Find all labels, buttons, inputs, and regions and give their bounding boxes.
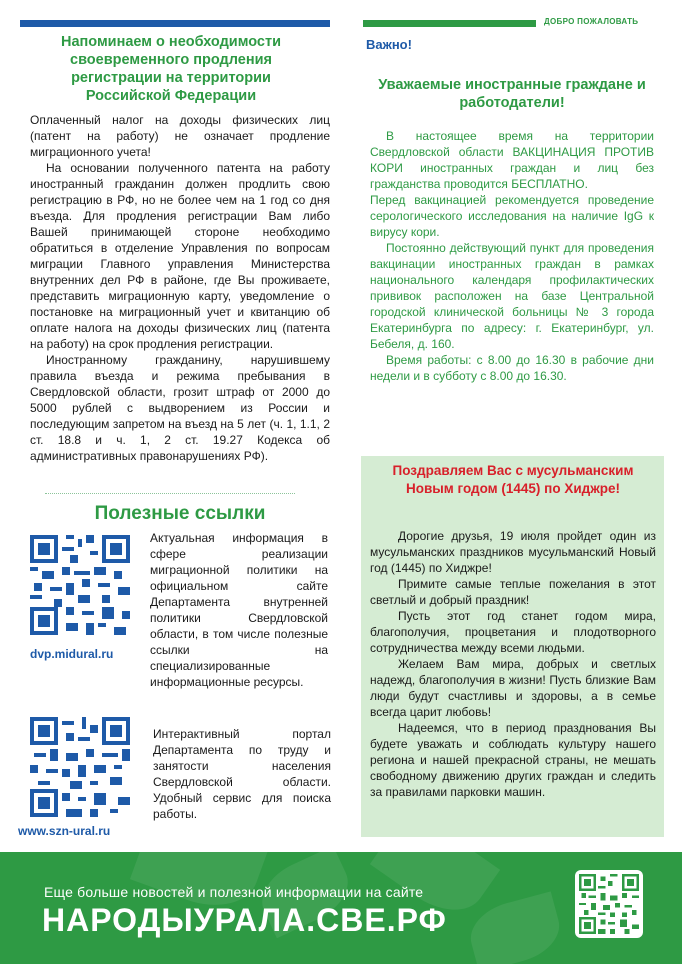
right-paragraph: В настоящее время на территории Свердловской области ВАКЦИНАЦИЯ ПРОТИВ КОРИ иностранных граждан и лиц без гражданства проводится БЕСПЛАТНО. [370, 129, 654, 191]
leaf-decoration [464, 891, 566, 964]
qr-code-icon [575, 870, 643, 938]
greeting-paragraph: Желаем Вам мира, добрых и светлых надежд, благополучия в жизни! Пусть близкие Вам люди будут счастливы и здоровы, а в семье всегда царит любовь! [370, 657, 656, 719]
left-paragraph: Иностранному гражданину, нарушившему правила въезда и режима пребывания в Свердловской области, грозит штраф от 2000 до 5000 рублей с выдворением из России и последующим запретом на въезд на 5 лет (ч. 1, 1.1, 2 ст. 18.8 и ч. 1, 2 ст. 19.27 Кодекса об административных правонарушениях РФ). [30, 353, 330, 463]
greeting-body [370, 528, 656, 800]
link-szn-ural[interactable]: www.szn-ural.ru [18, 824, 111, 838]
greeting-paragraph: Примите самые теплые пожелания в этот светлый и добрый праздник! [370, 577, 656, 607]
greeting-paragraph: Пусть этот год станет годом мира, благополучия, процветания и плодотворного сотрудничества между всеми людьми. [370, 609, 656, 655]
link-description: Актуальная информация в сфере реализации миграционной политики на официальном сайте Департамента внутренней политики Свердловской области, в том числе полезные ссылки на специализированные информационные ресурсы. [150, 531, 328, 689]
welcome-label: ДОБРО ПОЖАЛОВАТЬ [544, 17, 639, 26]
right-paragraph: Время работы: с 8.00 до 16.30 в рабочие дни недели и в субботу с 8.00 до 16.30. [370, 353, 654, 383]
right-paragraph: Постоянно действующий пункт для проведения вакцинации иностранных граждан в рамках национального календаря профилактических прививок расположен на базе Центральной городской клинической больницы № 3 города Екатеринбурга по адресу: г. Екатеринбург, ул. Бебеля, д. 160. [370, 241, 654, 351]
links-title: Полезные ссылки [94, 503, 266, 524]
left-paragraph: На основании полученного патента на работу иностранный гражданин должен продлить свою регистрацию в РФ, но не более чем на 1 год со дня въезда. Для продления регистрации Вам либо Вашей принимающей стороне необходимо обратиться в отделение Управления по вопросам миграции Главного управления Министерства внутренних дел РФ в районе, где Вы проживаете, представить миграционную карту, уведомление о постановке на миграционный учет и квитанцию об оплате налога на доходы физических лиц (патента на работу) на срок продления регистрации. [30, 161, 330, 351]
footer-text: Еще больше новостей и полезной информации на сайте [44, 884, 424, 900]
header-green-bar [363, 20, 536, 27]
left-title: Напоминаем о необходимости своевременного продления регистрации на территории Российской Федерации [61, 34, 281, 104]
greeting-paragraph: Дорогие друзья, 19 июля пройдет один из мусульманских праздников мусульманский Новый год (1445) по Хиджре! [370, 529, 656, 575]
qr-code-icon [30, 535, 130, 635]
greeting-paragraph: Надеемся, что в период празднования Вы будете уважать и соблюдать культуру нашего региона и нашей прекрасной страны, не мешать свободному движению других граждан и следить за правилами парковки машин. [370, 721, 656, 799]
left-paragraph: Оплаченный налог на доходы физических лиц (патент на работу) не означает продление миграционного учета! [30, 113, 330, 159]
left-body [30, 112, 330, 464]
link-description: Интерактивный портал Департамента по труду и занятости населения Свердловской области. Удобный сервис для поиска работы. [153, 727, 331, 821]
right-paragraph: Перед вакцинацией рекомендуется проведение серологического исследования на наличие IgG к вирусу кори. [370, 193, 654, 239]
right-body [370, 128, 654, 384]
important-label: Важно! [366, 37, 412, 52]
footer-site-link[interactable]: НАРОДЫУРАЛА.СВЕ.РФ [42, 902, 447, 938]
header-blue-bar [20, 20, 330, 27]
qr-code-icon [30, 717, 130, 817]
link-dvp-midural[interactable]: dvp.midural.ru [30, 647, 114, 661]
right-title: Уважаемые иностранные граждане и работодатели! [378, 77, 646, 111]
greeting-title: Поздравляем Вас с мусульманским Новым годом (1445) по Хиджре! [392, 463, 634, 496]
divider [45, 493, 295, 494]
